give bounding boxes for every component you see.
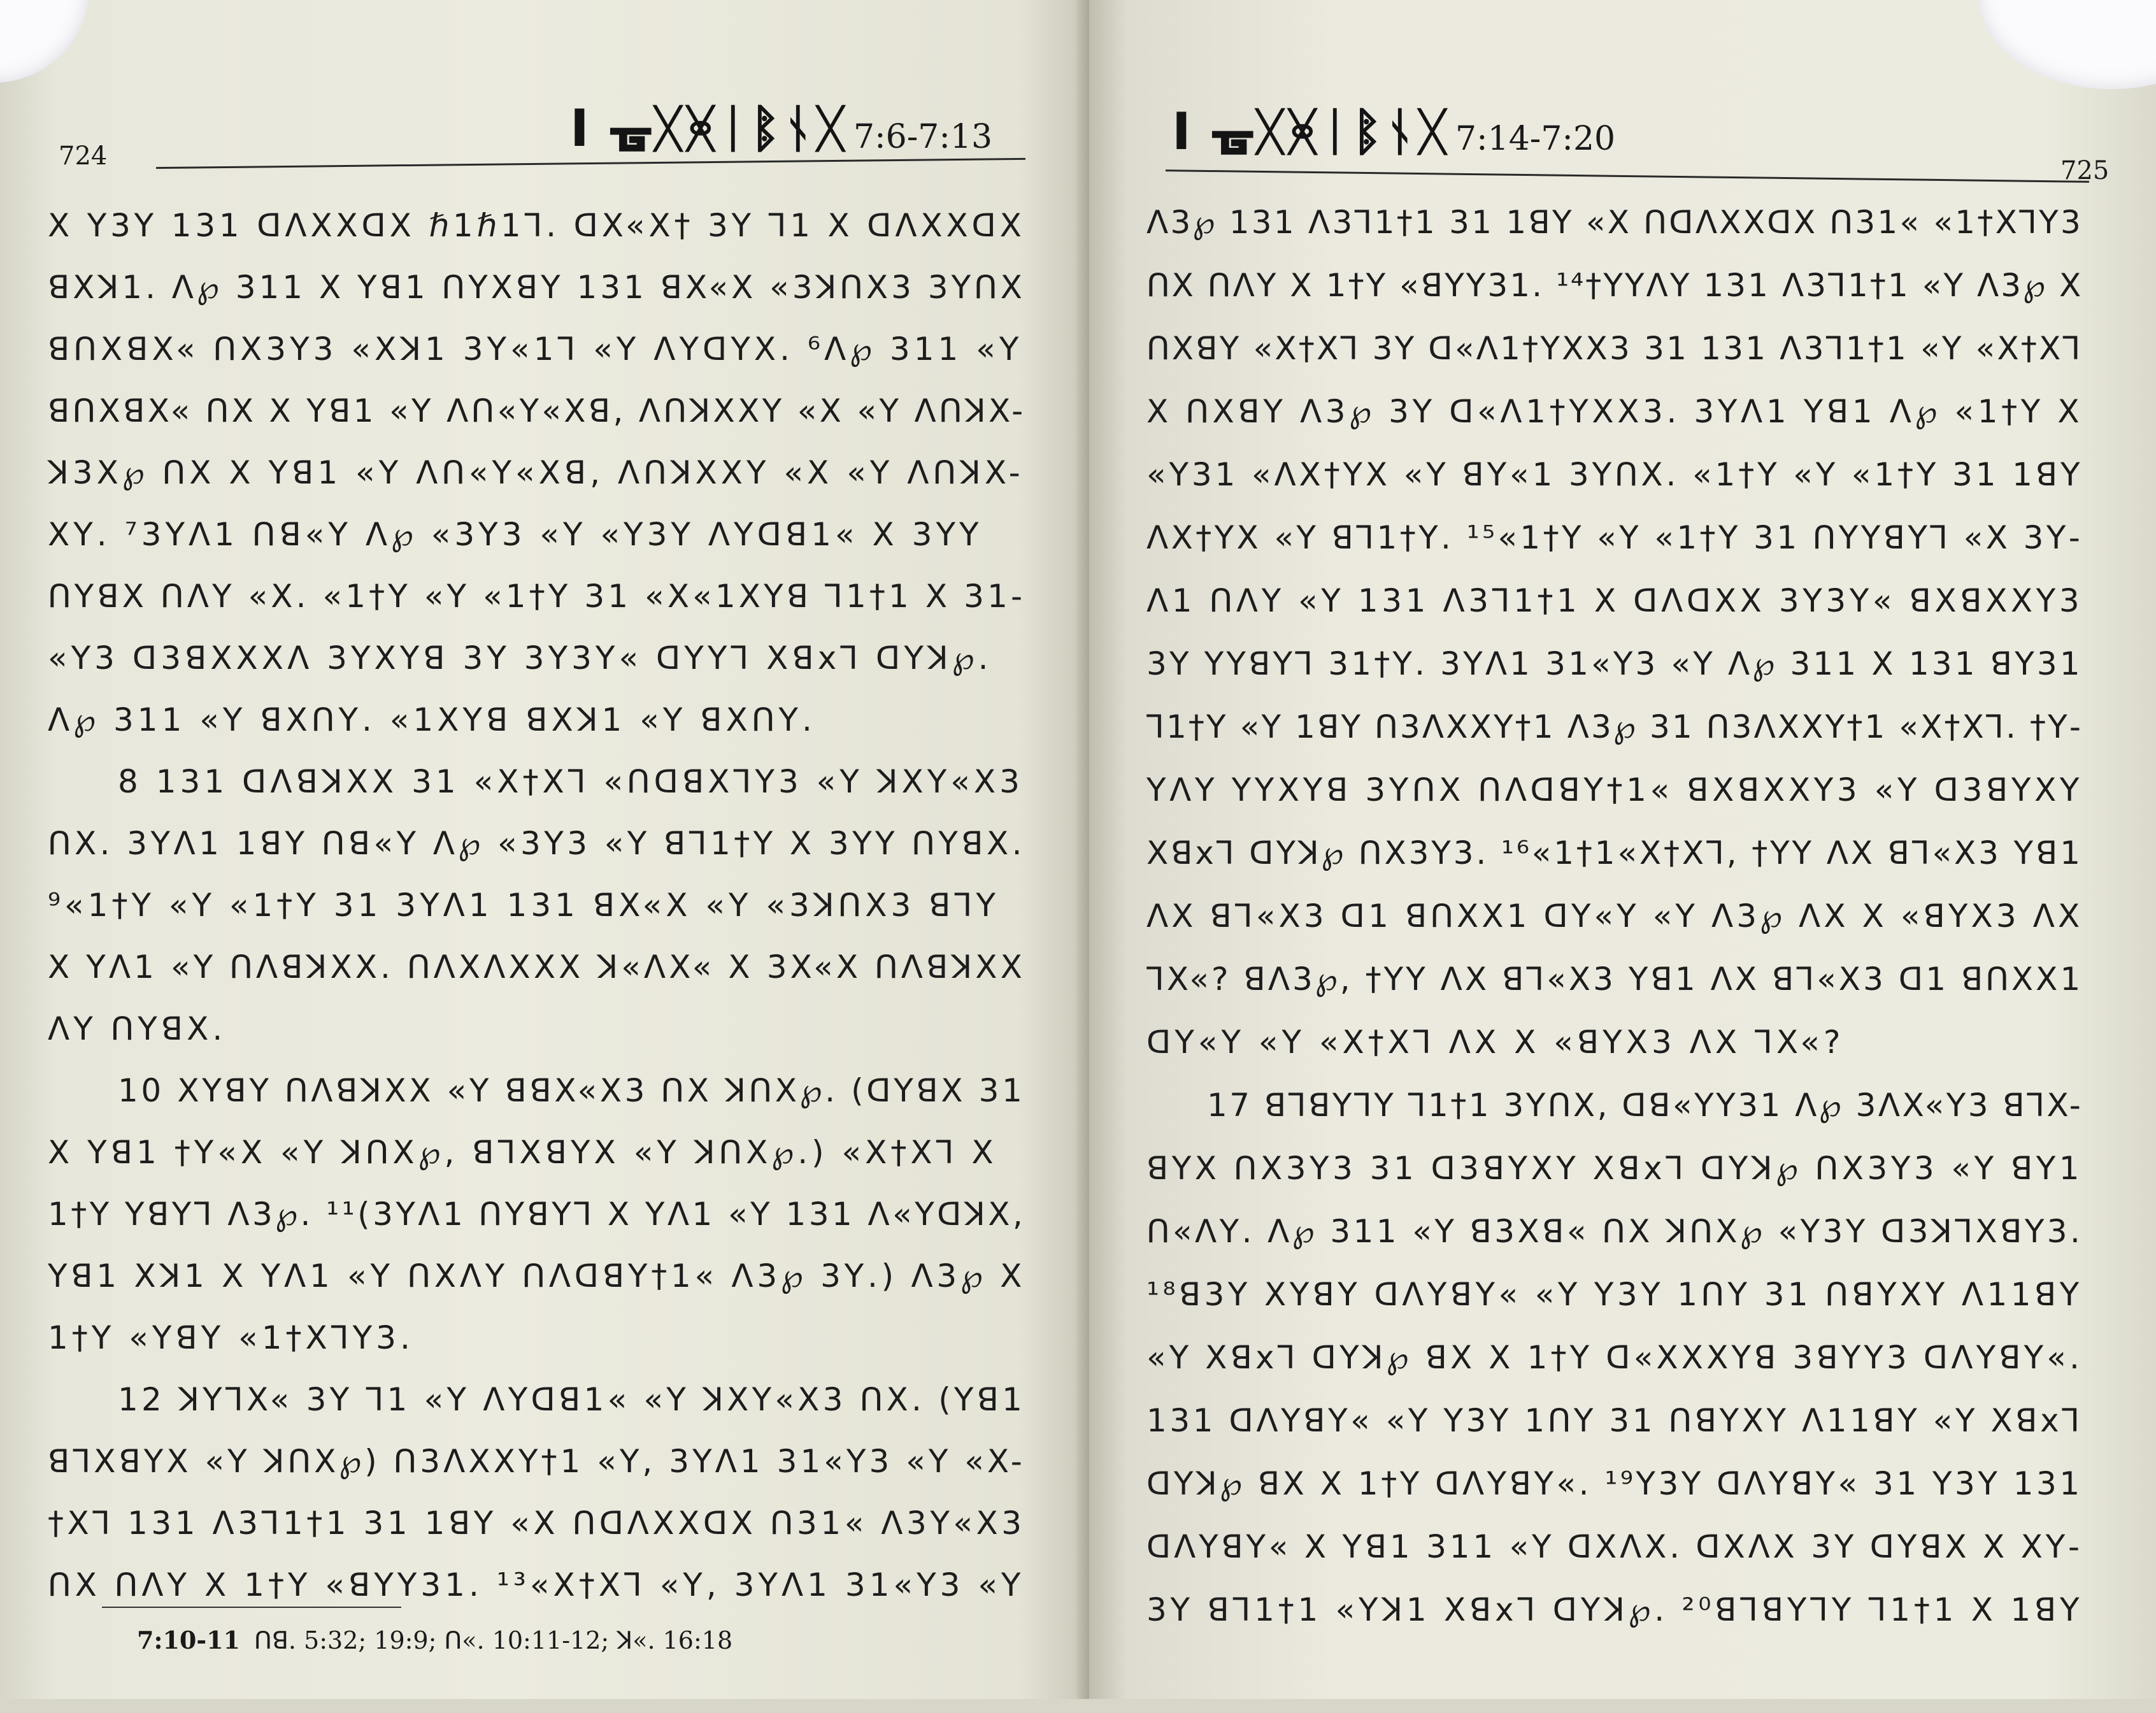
right-page bbox=[1089, 0, 2156, 1713]
running-head-ref: 7:6-7:13 bbox=[853, 118, 993, 156]
footnote-ref: 7:10-11 bbox=[137, 1626, 241, 1654]
text-line: ꓭꓵXꓭX« ꓵX X ꓬꓭ1 «ꓬ ꓥꓵ«ꓬ«Xꓭ, ꓥꓵꓘXXꓬ «X «ꓬ ꓥꓵꓘX- bbox=[48, 392, 1026, 429]
text-line: ꓭꓵXꓭX« ꓵX3ꓬ3 «Xꓘ1 3ꓬ«1ꓶ «ꓬ ꓥꓬꓷꓬꓫ. ⁶ꓥ℘ 311 «ꓬ bbox=[48, 331, 1023, 368]
text-line: ꓥ1 ꓵꓥꓬ «ꓬ 131 ꓥ3ꓶ1†1 X ꓷꓥꓷXꓫ 3ꓬ3ꓬ« ꓭꓫꓭXꓫꓬ3 bbox=[1146, 582, 2083, 619]
footnote-text: ꓵꓭ. 5:32; 19:9; ꓵ«. 10:11-12; ꓘ«. 16:18 bbox=[254, 1626, 733, 1654]
text-line: 131 ꓷꓥꓬꓭꓬ« «ꓬ ꓬ3ꓬ 1ꓵꓬ 31 ꓵꓭꓬXꓬ ꓥ11ꓭꓬ «ꓬ Xꓭxꓶ bbox=[1146, 1402, 2083, 1439]
text-line: ꓷꓬ«ꓬ «ꓬ «X†Xꓶ ꓥX X «ꓭꓬX3 ꓥX ꓶX«? bbox=[1146, 1024, 1845, 1061]
text-line: ꓥꓬ ꓵꓬꓭX. bbox=[48, 1010, 227, 1047]
footnote-rule bbox=[102, 1607, 401, 1608]
text-line: ꓭXꓘ1. ꓥ℘ 311 X ꓬꓭ1 ꓵꓬXꓭꓬ 131 ꓭX«X «3ꓘꓵX3 3ꓬꓵX bbox=[48, 269, 1025, 306]
page-number: 725 bbox=[2060, 156, 2110, 185]
text-line: «ꓬ3 ꓷ3ꓭXꓫXꓥ 3ꓬꓫꓬꓭ 3ꓬ 3ꓬ3ꓬ« ꓷꓬꓬꓶ Xꓭxꓶ ꓷꓬꓘ℘. bbox=[48, 640, 992, 677]
text-line: Xꓬ. ⁷3ꓬꓥ1 ꓵꓭ«ꓬ ꓥ℘ «3ꓬ3 «ꓬ «ꓬ3ꓬ ꓥꓬꓷꓭ1« X 3ꓬꓬ bbox=[48, 516, 983, 553]
text-line: ꓵXꓭꓬ «X†Xꓶ 3ꓬ ꓷ«ꓥ1†ꓬꓫX3 31 131 ꓥ3ꓶ1†1 «ꓬ «X†Xꓶ bbox=[1146, 330, 2083, 367]
text-line: ꓥX ꓭꓶ«X3 ꓷ1 ꓭꓵXX1 ꓷꓬ«ꓬ «ꓬ ꓥ3℘ ꓥX X «ꓭꓬX3 ꓥX bbox=[1146, 898, 2083, 935]
text-line: ꓵX. 3ꓬꓥ1 1ꓭꓬ ꓵꓭ«ꓬ ꓥ℘ «3ꓬ3 «ꓬ ꓭꓶ1†ꓬ X 3ꓬꓬ ꓵꓬꓭX. bbox=[48, 825, 1025, 862]
running-head-title: I ᚗᚷᚸᛁᛔᚾᚷ bbox=[1172, 102, 1450, 161]
text-line: ꓵ«ꓥꓬ. ꓥ℘ 311 «ꓬ ꓭ3Xꓭ« ꓵX ꓘꓵꓫ℘ «ꓬ3ꓬ ꓷ3ꓘꓶXꓭꓬ3. bbox=[1146, 1213, 2083, 1250]
text-line: ꓵX ꓵꓥꓬ X 1†ꓬ «ꓭꓬꓬ31. ¹³«X†Xꓶ «ꓬ, 3ꓬꓥ1 31«ꓬ3 «ꓬ bbox=[48, 1566, 1025, 1603]
text-line: ꓬꓥꓬ ꓬꓬꓫꓬꓭ 3ꓬꓵX ꓵꓥꓷꓭꓬ†1« ꓭꓫꓭXꓫꓬ3 «ꓬ ꓷ3ꓭꓬXꓬ bbox=[1146, 771, 2083, 808]
text-line: ꓭꓶXꓭꓬꓫ «ꓬ ꓘꓵꓫ℘) ꓵ3ꓥXXꓬ†1 «ꓬ, 3ꓬꓥ1 31«ꓬ3 «ꓬ «X- bbox=[48, 1443, 1025, 1480]
text-line: 1†ꓬ ꓬꓭꓬꓶ ꓥ3℘. ¹¹(3ꓬꓥ1 ꓵꓬꓭꓬꓶ X ꓬꓥ1 «ꓬ 131 ꓥ«ꓬꓷꓘX, bbox=[48, 1196, 1026, 1233]
text-line: ꓷꓬꓘ℘ ꓭX X 1†ꓬ ꓷꓥꓬꓭꓬ«. ¹⁹ꓬ3ꓬ ꓷꓥꓬꓭꓬ« 31 ꓬ3ꓬ 131 bbox=[1146, 1465, 2083, 1502]
text-line: «ꓬ Xꓭxꓶ ꓷꓬꓘ℘ ꓭX X 1†ꓬ ꓷ«XXꓫꓬꓭ 3ꓭꓬꓬ3 ꓷꓥꓬꓭꓬ«. bbox=[1146, 1339, 2083, 1376]
text-line: 3ꓬ ꓭꓶ1†1 «ꓬꓘ1 Xꓭxꓶ ꓷꓬꓘ℘. ²⁰ꓭꓶꓭꓬꓶꓬ ꓶ1†1 X 1ꓭꓬ bbox=[1146, 1591, 2083, 1628]
text-line: ¹⁸ꓭ3ꓬ Xꓬꓭꓬ ꓷꓥꓬꓭꓬ« «ꓬ ꓬ3ꓬ 1ꓵꓬ 31 ꓵꓭꓬXꓬ ꓥ11ꓭꓬ bbox=[1146, 1276, 2083, 1313]
text-line: 3ꓬ ꓬꓬꓭꓬꓶ 31†ꓬ. 3ꓬꓥ1 31«ꓬ3 «ꓬ ꓥ℘ 311 X 131 ꓭꓬ31 bbox=[1146, 645, 2083, 682]
text-line: ꓶ1†ꓬ «ꓬ 1ꓭꓬ ꓵ3ꓥXXꓬ†1 ꓥ3℘ 31 ꓵ3ꓥXXꓬ†1 «X†Xꓶ. †ꓬ- bbox=[1146, 708, 2083, 745]
text-line: ꓵX ꓵꓥꓬ X 1†ꓬ «ꓭꓬꓬ31. ¹⁴†ꓬꓬꓥꓬ 131 ꓥ3ꓶ1†1 «ꓬ ꓥ3℘ X bbox=[1146, 267, 2083, 304]
text-line: ꓶX«? ꓭꓥ3℘, †ꓬꓬ ꓥX ꓭꓶ«X3 ꓬꓭ1 ꓥX ꓭꓶ«X3 ꓷ1 ꓭꓵXX1 bbox=[1146, 961, 2083, 998]
text-line: X ꓬ3ꓬ 131 ꓷꓥXXꓷX ℏ1ℏ1ꓶ. ꓷX«X† 3ꓬ ꓶ1 X ꓷꓥXXꓷX bbox=[48, 207, 1025, 244]
text-line: ꓵꓬꓭX ꓵꓥꓬ «X. «1†ꓬ «ꓬ «1†ꓬ 31 «ꓫ«1ꓫꓬꓭ ꓶ1†1 X 31- bbox=[48, 578, 1026, 615]
page-bottom-edge bbox=[0, 1699, 2156, 1713]
text-line: X ꓵXꓭꓬ ꓥ3℘ 3ꓬ ꓷ«ꓥ1†ꓬꓫX3. 3ꓬꓥ1 ꓬꓭ1 ꓥ℘ «1†ꓬ X bbox=[1146, 393, 2083, 430]
footnote bbox=[137, 1626, 732, 1654]
page-number: 724 bbox=[59, 141, 108, 171]
text-line: ⁹«1†ꓬ «ꓬ «1†ꓬ 31 3ꓬꓥ1 131 ꓭX«X «ꓬ «3ꓘꓵX3 ꓭꓶꓬ bbox=[48, 887, 999, 924]
text-line: 1†ꓬ «ꓬꓭꓬ «1†Xꓶꓬ3. bbox=[48, 1319, 414, 1356]
text-line: 17 ꓭꓶꓭꓬꓶꓬ ꓶ1†1 3ꓬꓵX, ꓷꓭ«ꓬꓬ31 ꓥ℘ 3ꓥX«ꓬ3 ꓭꓶX- bbox=[1207, 1087, 2083, 1124]
running-head-ref: 7:14-7:20 bbox=[1455, 120, 1616, 158]
text-line: X ꓬꓭ1 †ꓬ«X «ꓬ ꓘꓵꓫ℘, ꓭꓶXꓭꓬꓫ «ꓬ ꓘꓵꓫ℘.) «X†Xꓶ X bbox=[48, 1134, 997, 1171]
header-rule bbox=[156, 158, 1025, 169]
text-line: 8 131 ꓷꓥꓭꓘXꓫ 31 «X†Xꓶ «ꓵꓷꓭXꓶꓬ3 «ꓬ ꓘꓫꓬ«X3 bbox=[118, 763, 1024, 800]
text-line: 10 Xꓬꓭꓬ ꓵꓥꓭꓘXꓫ «ꓬ ꓭꓭX«X3 ꓵX ꓘꓵꓫ℘. (ꓷꓬꓭꓫ 31 bbox=[118, 1072, 1025, 1109]
text-line: «ꓬ31 «ꓥX†ꓬꓫ «ꓬ ꓭꓬ«1 3ꓬꓵX. «1†ꓬ «ꓬ «1†ꓬ 31 1ꓭꓬ bbox=[1146, 456, 2083, 493]
text-line: ꓘ3ꓫ℘ ꓵX X ꓬꓭ1 «ꓬ ꓥꓵ«ꓬ«Xꓭ, ꓥꓵꓘXXꓬ «X «ꓬ ꓥꓵꓘX- bbox=[48, 454, 1024, 491]
text-line: ꓥX†ꓬꓫ «ꓬ ꓭꓶ1†ꓬ. ¹⁵«1†ꓬ «ꓬ «1†ꓬ 31 ꓵꓬꓬꓭꓬꓶ «X 3ꓬ- bbox=[1146, 519, 2083, 556]
text-line: †Xꓶ 131 ꓥ3ꓶ1†1 31 1ꓭꓬ «X ꓵꓷꓥXXꓷX ꓵ31« ꓥ3ꓬ«X3 bbox=[48, 1505, 1025, 1542]
text-line: 12 ꓘꓬꓶX« 3ꓬ ꓶ1 «ꓬ ꓥꓬꓷꓭ1« «ꓬ ꓘꓫꓬ«X3 ꓵX. (ꓬꓭ1 bbox=[118, 1381, 1026, 1418]
text-line: Xꓭxꓶ ꓷꓬꓘ℘ ꓵX3ꓬ3. ¹⁶«1†1«X†Xꓶ, †ꓬꓬ ꓥX ꓭꓶ«X3 ꓬꓭ1 bbox=[1146, 835, 2083, 871]
text-line: ꓥ℘ 311 «ꓬ ꓭXꓵꓬ. «1ꓫꓬꓭ ꓭXꓘ1 «ꓬ ꓭXꓵꓬ. bbox=[48, 701, 816, 738]
running-head-title: I ᚗᚷᚸᛁᛔᚾᚷ bbox=[570, 99, 848, 158]
header-rule bbox=[1166, 169, 2089, 183]
text-line: ꓬꓭ1 Xꓘ1 X ꓬꓥ1 «ꓬ ꓵXꓥꓬ ꓵꓥꓷꓭꓬ†1« ꓥ3℘ 3ꓬ.) ꓥ3℘ X bbox=[48, 1258, 1026, 1294]
text-line: ꓷꓥꓬꓭꓬ« X ꓬꓭ1 311 «ꓬ ꓷXꓥX. ꓷXꓥX 3ꓬ ꓷꓬꓭꓫ X Xꓬ- bbox=[1146, 1528, 2083, 1565]
text-line: ꓥ3℘ 131 ꓥ3ꓶ1†1 31 1ꓭꓬ «X ꓵꓷꓥXXꓷX ꓵ31« «1†Xꓶꓬ3 bbox=[1146, 204, 2083, 241]
text-line: ꓭꓬꓫ ꓵX3ꓬ3 31 ꓷ3ꓭꓬXꓬ Xꓭxꓶ ꓷꓬꓘ℘ ꓵX3ꓬ3 «ꓬ ꓭꓬ1 bbox=[1146, 1150, 2083, 1187]
text-line: X ꓬꓥ1 «ꓬ ꓵꓥꓭꓘXꓫ. ꓵꓥꓫꓥXꓫX ꓘ«ꓥX« X 3X«X ꓵꓥꓭꓘXꓫ bbox=[48, 949, 1025, 986]
